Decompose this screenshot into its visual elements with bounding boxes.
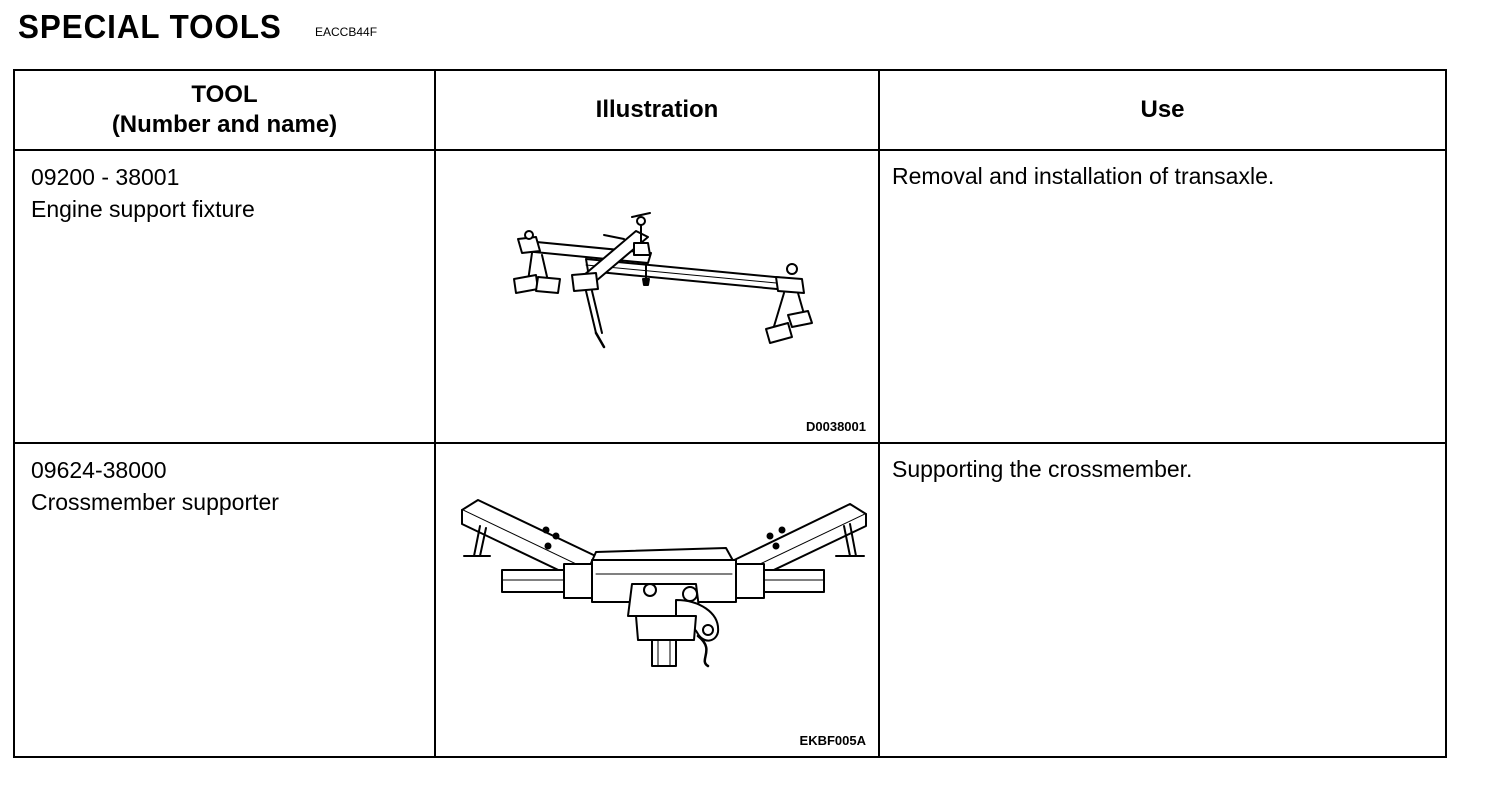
use-cell: Supporting the crossmember. <box>879 443 1446 757</box>
document-code: EACCB44F <box>315 25 378 39</box>
tool-number: 09624-38000 <box>31 457 167 483</box>
tool-cell <box>14 443 435 757</box>
column-header-use: Use <box>879 70 1446 150</box>
illustration-cell <box>435 443 879 757</box>
illustration-cell <box>435 150 879 443</box>
page-title: SPECIAL TOOLS <box>18 8 282 45</box>
crossmember-supporter-illustration <box>436 444 876 754</box>
table-row <box>14 150 1446 443</box>
tool-name: Engine support fixture <box>31 196 255 222</box>
tool-name: Crossmember supporter <box>31 489 279 515</box>
table-header-row <box>14 70 1446 150</box>
special-tools-table <box>13 69 1447 758</box>
use-cell: Removal and installation of transaxle. <box>879 150 1446 443</box>
tool-cell <box>14 150 435 443</box>
engine-support-fixture-illustration <box>436 151 876 440</box>
column-header-tool <box>14 70 435 150</box>
column-header-tool-line2: (Number and name) <box>111 111 338 138</box>
figure-code: EKBF005A <box>799 733 866 748</box>
table-row <box>14 443 1446 757</box>
figure-code: D0038001 <box>806 419 866 434</box>
tool-number: 09200 - 38001 <box>31 164 180 190</box>
column-header-illustration: Illustration <box>435 70 879 150</box>
column-header-tool-line1: TOOL <box>191 81 258 108</box>
